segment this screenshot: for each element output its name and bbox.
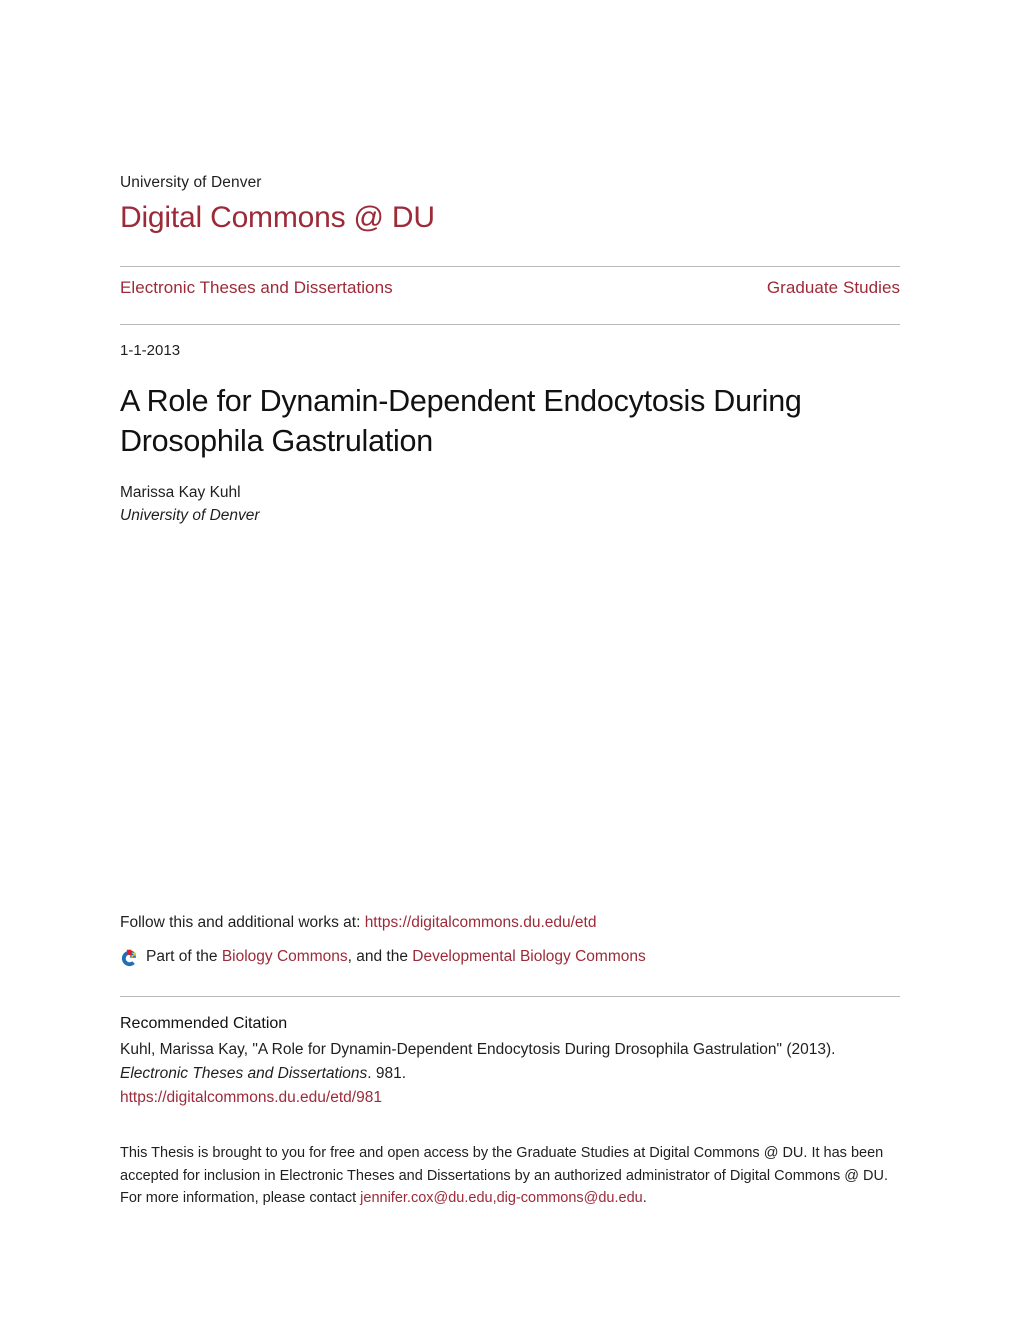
recommended-citation-block xyxy=(120,1012,900,1110)
footer-note xyxy=(120,1142,890,1210)
citation-url-link[interactable]: https://digitalcommons.du.edu/etd/981 xyxy=(120,1089,382,1106)
follow-line xyxy=(120,911,900,935)
series-navigation xyxy=(120,276,900,300)
disciplines-prefix: Part of the xyxy=(146,948,218,965)
footer-note-block xyxy=(120,1142,900,1210)
divider-under-series xyxy=(120,324,900,325)
citation-heading: Recommended Citation xyxy=(120,1015,288,1032)
citation-series-number: . 981. xyxy=(367,1064,407,1082)
repository-title: Digital Commons @ DU xyxy=(120,201,435,234)
disciplines-text xyxy=(146,945,646,969)
citation-line-1: Kuhl, Marissa Kay, "A Role for Dynamin-Dependent Endocytosis During Drosophila Gastrulation" (2013). xyxy=(120,1041,836,1058)
divider-above-citation xyxy=(120,996,900,997)
disciplines-line xyxy=(120,945,900,969)
contact-email-link[interactable]: jennifer.cox@du.edu,dig-commons@du.edu xyxy=(360,1190,643,1206)
page-title: A Role for Dynamin-Dependent Endocytosis During Drosophila Gastrulation xyxy=(120,384,802,458)
divider-top xyxy=(120,266,900,267)
footer-note-text: This Thesis is brought to you for free and open access by the Graduate Studies at Digital Commons @ DU. It has been accepted for inclusion in Electronic Theses and Dissertations by an authorized administrator of Digital Commons @ DU. For more information, please contact xyxy=(120,1145,888,1206)
publication-date: 1-1-2013 xyxy=(120,342,181,359)
discipline-link-biology[interactable]: Biology Commons xyxy=(221,948,348,965)
citation-body xyxy=(120,1038,900,1110)
collection-url-link[interactable]: https://digitalcommons.du.edu/etd xyxy=(364,914,597,931)
citation-series-title: Electronic Theses and Dissertations xyxy=(120,1064,368,1082)
author-block xyxy=(120,481,900,527)
follow-prefix: Follow this and additional works at: xyxy=(120,914,361,931)
footer-note-period: . xyxy=(642,1190,647,1206)
digital-commons-network-icon xyxy=(120,949,139,968)
masthead xyxy=(120,172,900,238)
discipline-link-developmental-biology[interactable]: Developmental Biology Commons xyxy=(412,948,646,965)
university-name: University of Denver xyxy=(120,174,262,191)
follow-block xyxy=(120,911,900,969)
disciplines-separator: , and the xyxy=(347,948,408,965)
collection-link[interactable]: Electronic Theses and Dissertations xyxy=(120,278,393,297)
department-link[interactable]: Graduate Studies xyxy=(766,278,900,297)
author-name: Marissa Kay Kuhl xyxy=(120,484,241,501)
author-affiliation: University of Denver xyxy=(120,507,260,524)
